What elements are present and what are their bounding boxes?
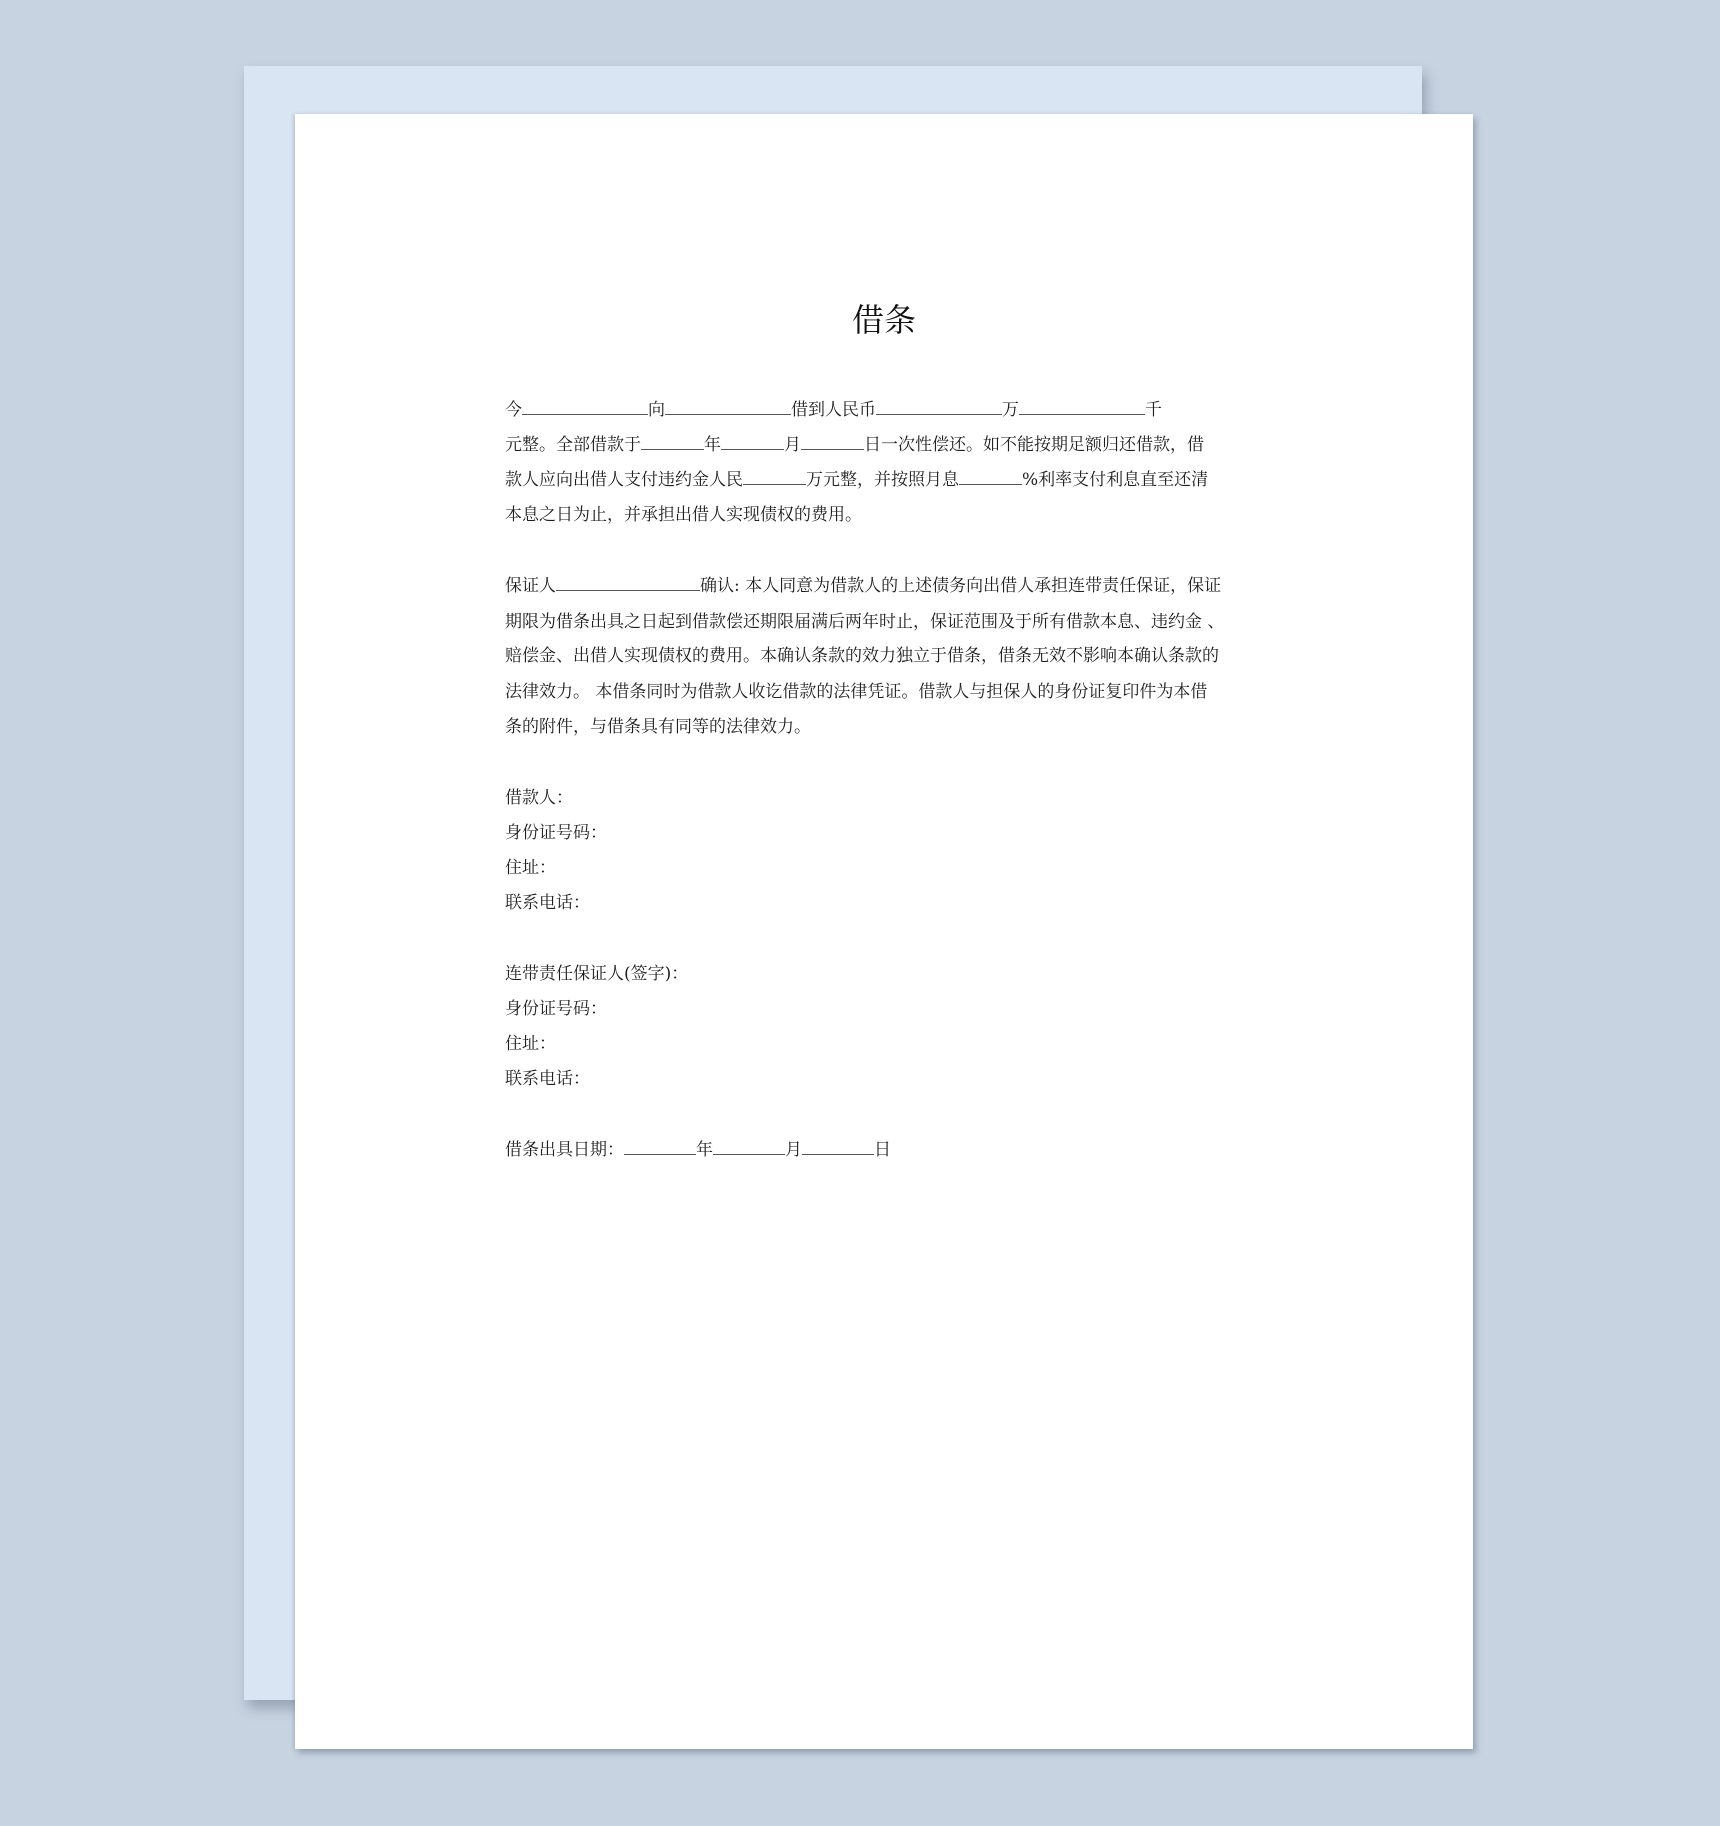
issue-month-blank[interactable] <box>713 1140 785 1155</box>
text: 万 <box>1002 400 1019 420</box>
text: 年 <box>696 1140 713 1160</box>
issue-day-blank[interactable] <box>802 1140 874 1155</box>
text: 借到人民币 <box>791 400 876 420</box>
text: 年 <box>704 435 721 455</box>
guarantee-paragraph-line-4: 法律效力。 本借条同时为借款人收讫借款的法律凭证。借款人与担保人的身份证复印件为本借 <box>505 682 1208 702</box>
guarantee-paragraph-line-2: 期限为借条出具之日起到借款偿还期限届满后两年时止，保证范围及于所有借款本息、违约金 、 <box>505 612 1225 632</box>
guarantor-address-label: 住址： <box>505 1034 556 1054</box>
text: 元整。全部借款于 <box>505 435 641 455</box>
issue-date-line <box>505 1139 1261 1161</box>
borrower-phone-label: 联系电话： <box>505 893 590 913</box>
text: 日一次性偿还。如不能按期足额归还借款，借 <box>864 435 1204 455</box>
guarantor-blank[interactable] <box>556 576 700 591</box>
amount-wan-blank[interactable] <box>876 400 1002 415</box>
text: 万元整，并按照月息 <box>806 470 959 490</box>
borrower-name-label: 借款人： <box>505 788 573 808</box>
repay-year-blank[interactable] <box>641 435 704 450</box>
borrower-address-label: 住址： <box>505 858 556 878</box>
text: 保证人 <box>505 576 556 596</box>
repay-day-blank[interactable] <box>801 435 864 450</box>
guarantee-paragraph-line-1 <box>505 575 1261 597</box>
loan-paragraph-line-4: 本息之日为止，并承担出借人实现债权的费用。 <box>505 505 862 525</box>
guarantor-phone-label: 联系电话： <box>505 1069 590 1089</box>
text: 款人应向出借人支付违约金人民 <box>505 470 743 490</box>
text: 向 <box>648 400 665 420</box>
borrower-blank[interactable] <box>665 400 791 415</box>
issue-year-blank[interactable] <box>624 1140 696 1155</box>
repay-month-blank[interactable] <box>721 435 784 450</box>
text: %利率支付利息直至还清 <box>1022 470 1209 490</box>
loan-paragraph-line-2 <box>505 434 1261 456</box>
text: 日 <box>874 1140 891 1160</box>
guarantor-name-label: 连带责任保证人(签字)： <box>505 964 689 984</box>
document-title: 借条 <box>851 301 916 339</box>
text: 月 <box>785 1140 802 1160</box>
lender-blank[interactable] <box>522 400 648 415</box>
text: 确认: 本人同意为借款人的上述债务向出借人承担连带责任保证，保证 <box>700 576 1222 596</box>
text: 千 <box>1145 400 1162 420</box>
penalty-blank[interactable] <box>743 470 806 485</box>
amount-qian-blank[interactable] <box>1019 400 1145 415</box>
guarantee-paragraph-line-5: 条的附件，与借条具有同等的法律效力。 <box>505 717 811 737</box>
issue-date-label: 借条出具日期： <box>505 1140 624 1160</box>
guarantor-id-label: 身份证号码： <box>505 999 607 1019</box>
text: 月 <box>784 435 801 455</box>
interest-rate-blank[interactable] <box>959 470 1022 485</box>
text: 今 <box>505 400 522 420</box>
loan-paragraph-line-3 <box>505 469 1261 491</box>
document-page <box>295 114 1473 1749</box>
borrower-id-label: 身份证号码： <box>505 823 607 843</box>
guarantee-paragraph-line-3: 赔偿金、出借人实现债权的费用。本确认条款的效力独立于借条，借条无效不影响本确认条款的 <box>505 646 1219 666</box>
loan-paragraph-line-1 <box>505 399 1261 421</box>
